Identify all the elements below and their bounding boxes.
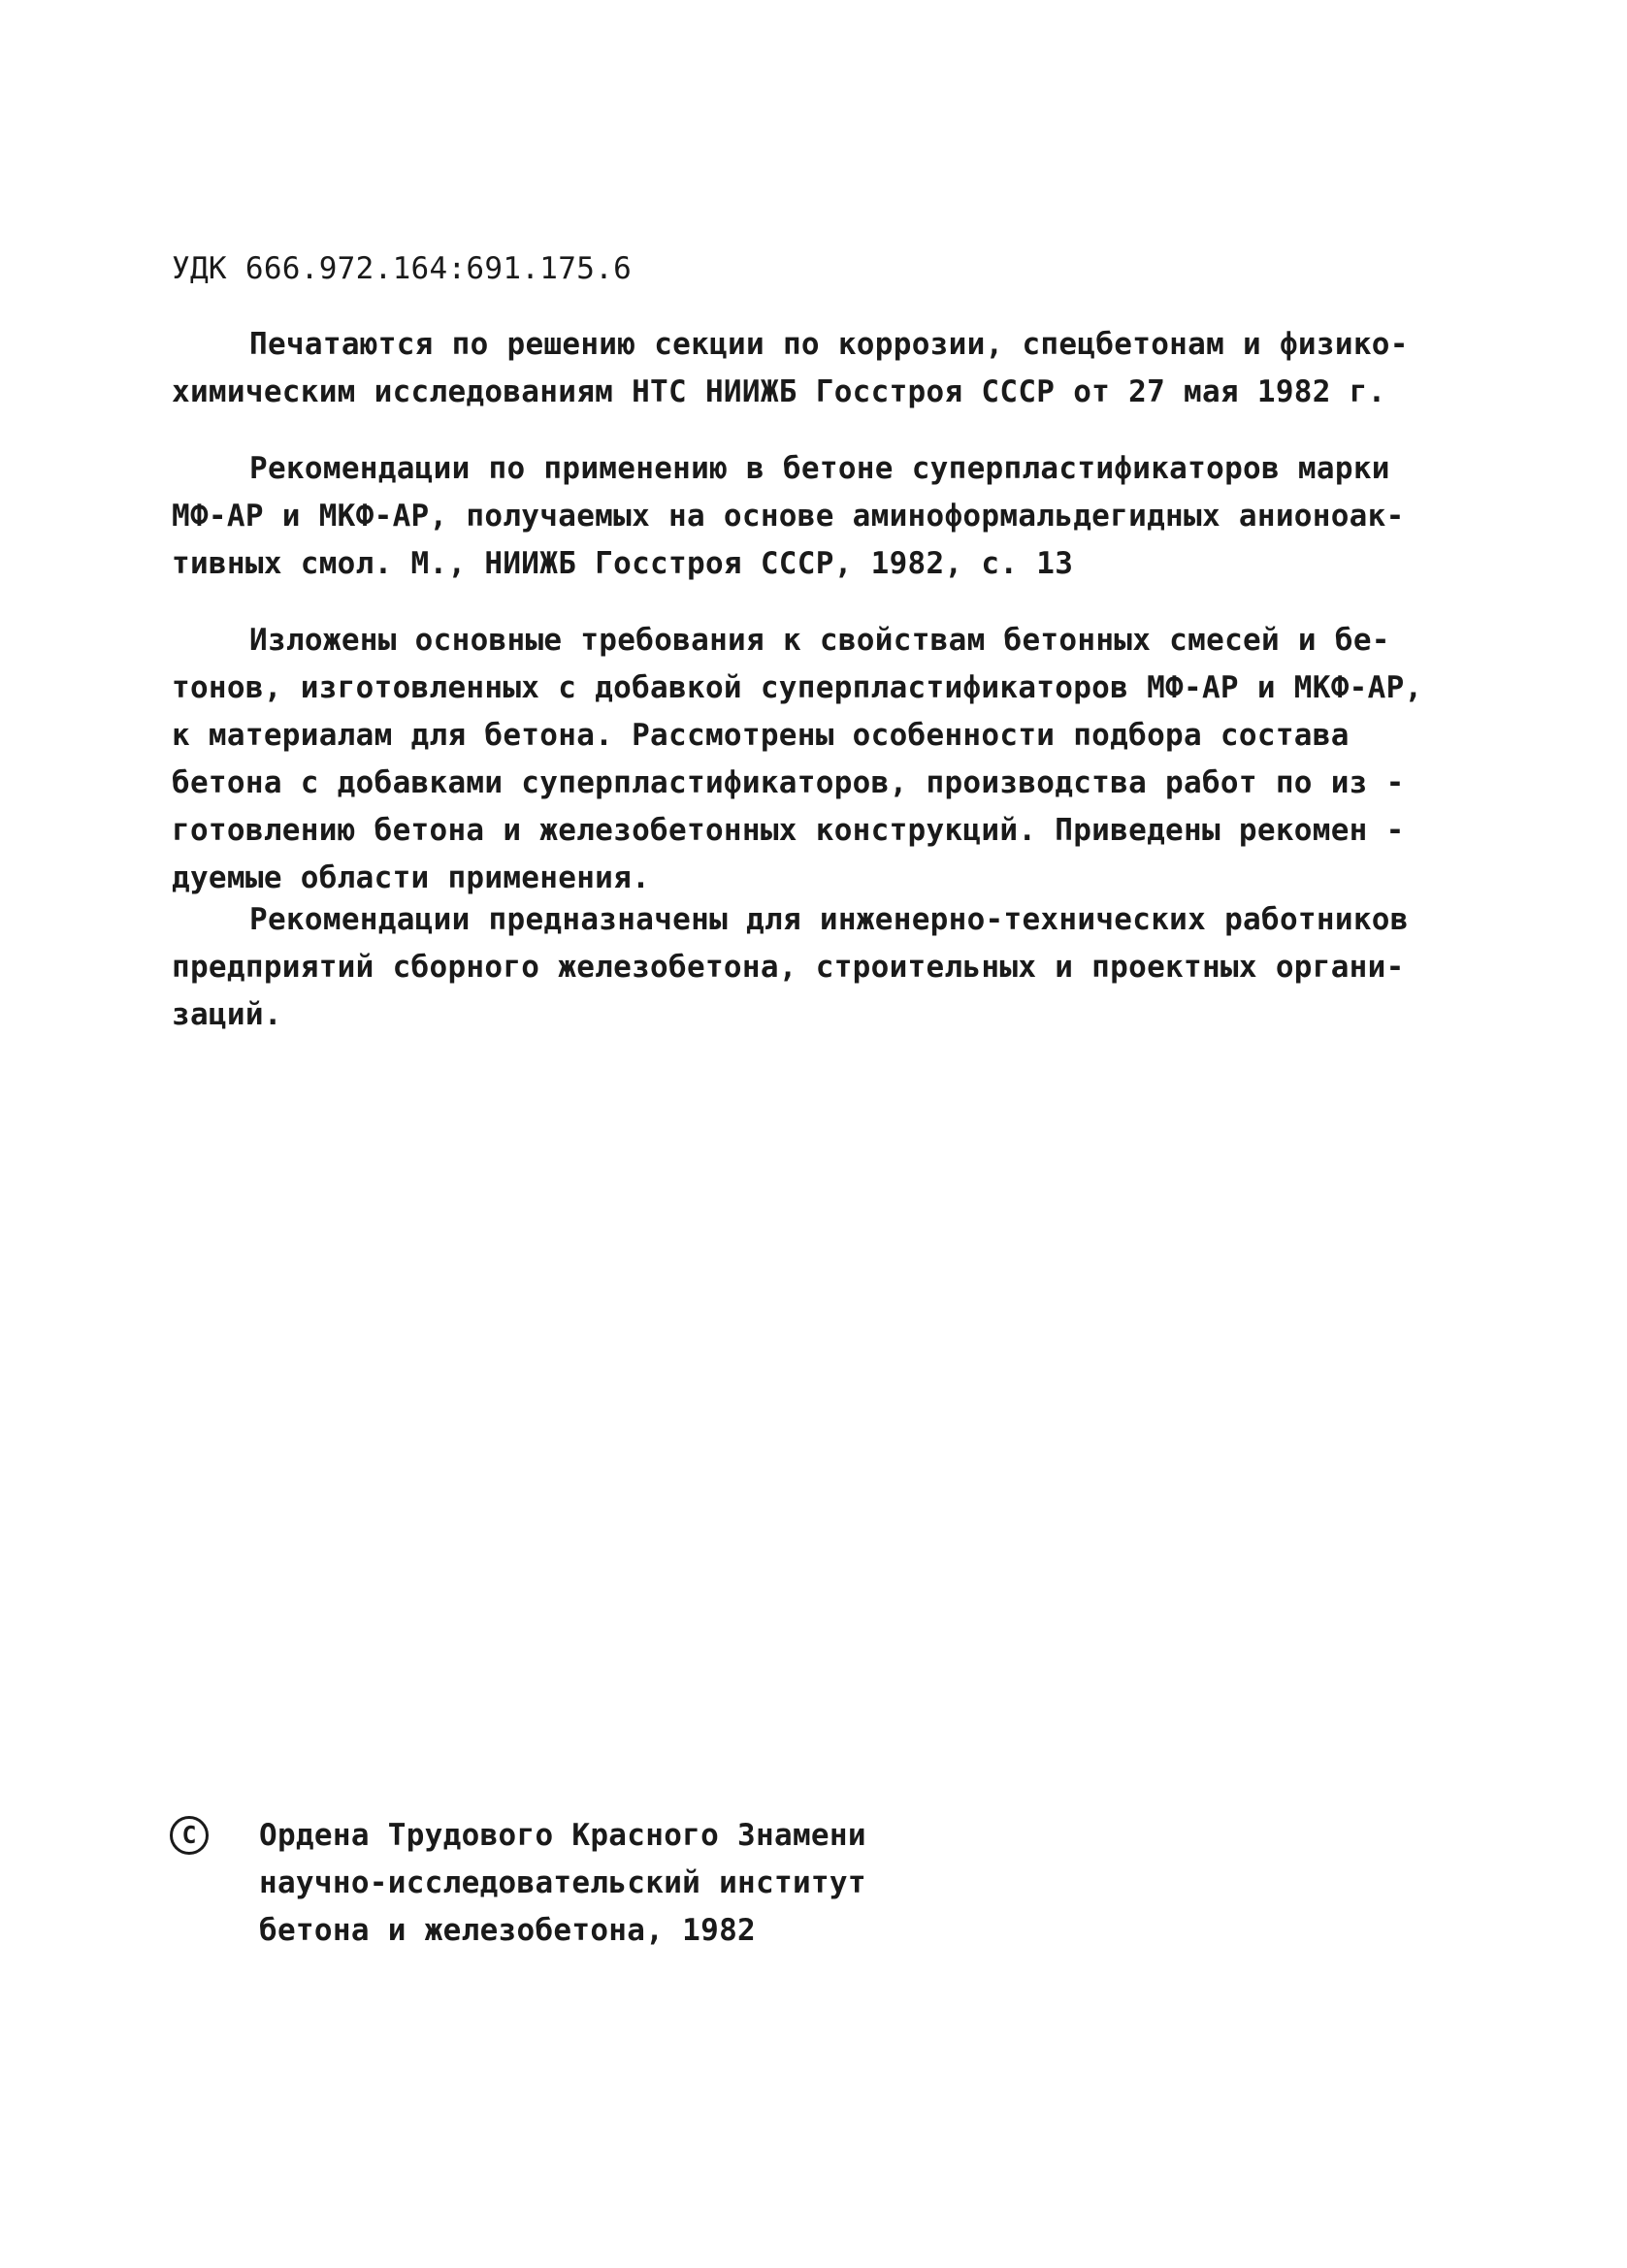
- audience-line-1: Рекомендации предназначены для инженерно-технических работников: [249, 902, 1409, 937]
- abstract-line-2: тонов, изготовленных с добавкой суперпластификаторов МФ-АР и МКФ-АР,: [172, 670, 1423, 705]
- audience-line-2: предприятий сборного железобетона, строительных и проектных органи-: [172, 950, 1405, 985]
- approval-line-1: Печатаются по решению секции по коррозии, спецбетонам и физико-: [249, 327, 1409, 362]
- audience-line-3: заций.: [172, 997, 282, 1032]
- approval-line-2: химическим исследованиям НТС НИИЖБ Госстроя СССР от 27 мая 1982 г.: [172, 374, 1386, 409]
- abstract-line-5: готовлению бетона и железобетонных конструкций. Приведены рекомен -: [172, 813, 1405, 848]
- copyright-icon: С: [170, 1816, 209, 1855]
- abstract-line-6: дуемые области применения.: [172, 860, 651, 895]
- abstract-line-1: Изложены основные требования к свойствам бетонных смесей и бе-: [249, 623, 1390, 658]
- abstract-line-3: к материалам для бетона. Рассмотрены особенности подбора состава: [172, 718, 1350, 753]
- publisher-line-2: научно-исследовательский институт: [259, 1865, 866, 1900]
- abstract-line-4: бетона с добавками суперпластификаторов, производства работ по из -: [172, 765, 1405, 800]
- publisher-line-3: бетона и железобетона, 1982: [259, 1913, 757, 1948]
- citation-line-3: тивных смол. М., НИИЖБ Госстроя СССР, 1982, с. 13: [172, 546, 1074, 581]
- udk-code: УДК 666.972.164:691.175.6: [172, 251, 633, 286]
- citation-line-1: Рекомендации по применению в бетоне суперпластификаторов марки: [249, 451, 1390, 486]
- citation-line-2: МФ-АР и МКФ-АР, получаемых на основе аминоформальдегидных анионоак-: [172, 499, 1405, 534]
- publisher-line-1: Ордена Трудового Красного Знамени: [259, 1818, 866, 1853]
